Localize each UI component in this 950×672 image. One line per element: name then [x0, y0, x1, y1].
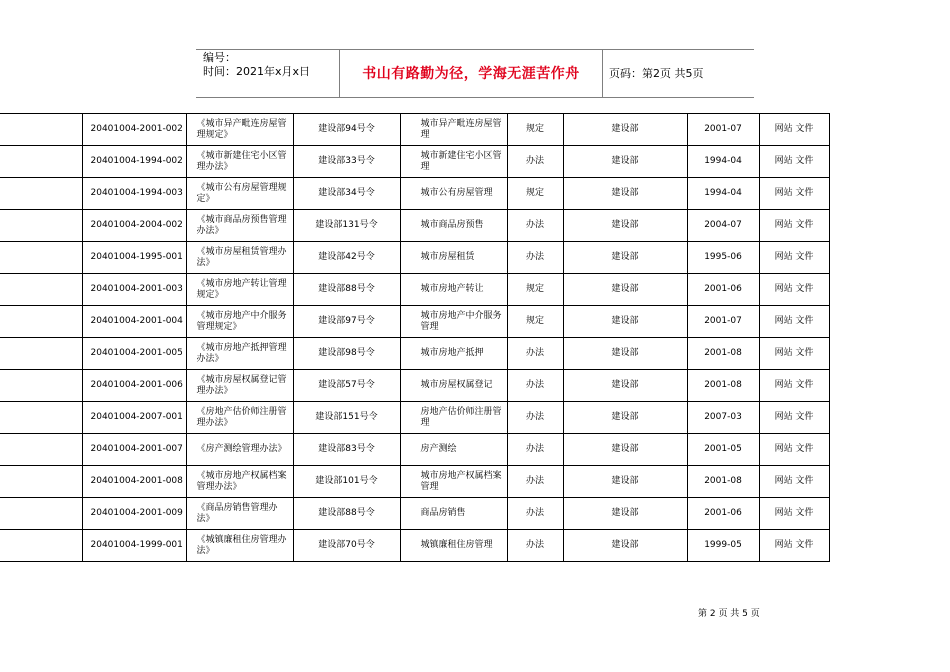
document-number-cell: 建设部94号令	[293, 114, 400, 146]
row-category-cell	[0, 210, 82, 242]
header-time-label: 时间：2021年x月x日	[203, 65, 311, 78]
regulation-subject-cell: 城市房地产权属档案管理	[400, 466, 507, 498]
header-bottom-rule	[196, 97, 754, 98]
source-cell: 网站 文件	[759, 242, 829, 274]
issuer-cell: 建设部	[563, 146, 687, 178]
document-number-cell: 建设部88号令	[293, 274, 400, 306]
issue-date-cell: 1994-04	[687, 146, 759, 178]
regulation-subject-cell: 房地产估价师注册管理	[400, 402, 507, 434]
regulation-title-cell: 《城市房地产抵押管理办法》	[186, 338, 293, 370]
table-row	[0, 242, 829, 274]
row-category-cell	[0, 402, 82, 434]
regulation-type-cell: 办法	[507, 370, 563, 402]
regulation-code-cell: 20401004-2001-005	[82, 338, 186, 370]
row-category-cell	[0, 530, 82, 562]
source-cell: 网站 文件	[759, 338, 829, 370]
regulation-subject-cell: 房产测绘	[400, 434, 507, 466]
regulation-type-cell: 办法	[507, 210, 563, 242]
source-cell: 网站 文件	[759, 306, 829, 338]
header-page-number: 页码：第2页 共5页	[609, 67, 704, 80]
regulation-type-cell: 办法	[507, 530, 563, 562]
regulation-subject-cell: 城市房地产中介服务管理	[400, 306, 507, 338]
header-code-label: 编号：	[203, 51, 236, 64]
regulation-title-cell: 《城市房屋租赁管理办法》	[186, 242, 293, 274]
regulation-subject-cell: 城市商品房预售	[400, 210, 507, 242]
source-cell: 网站 文件	[759, 498, 829, 530]
issuer-cell: 建设部	[563, 498, 687, 530]
regulation-type-cell: 办法	[507, 434, 563, 466]
issue-date-cell: 1995-06	[687, 242, 759, 274]
table-row	[0, 146, 829, 178]
regulation-title-cell: 《城市房地产转让管理规定》	[186, 274, 293, 306]
document-number-cell: 建设部151号令	[293, 402, 400, 434]
issue-date-cell: 2001-06	[687, 498, 759, 530]
regulation-title-cell: 《城镇廉租住房管理办法》	[186, 530, 293, 562]
regulation-code-cell: 20401004-2001-003	[82, 274, 186, 306]
source-cell: 网站 文件	[759, 370, 829, 402]
regulation-subject-cell: 城市房地产抵押	[400, 338, 507, 370]
regulation-subject-cell: 城市新建住宅小区管理	[400, 146, 507, 178]
regulation-type-cell: 办法	[507, 242, 563, 274]
row-category-cell	[0, 114, 82, 146]
regulation-code-cell: 20401004-2007-001	[82, 402, 186, 434]
source-cell: 网站 文件	[759, 530, 829, 562]
issuer-cell: 建设部	[563, 114, 687, 146]
regulation-subject-cell: 城市公有房屋管理	[400, 178, 507, 210]
table-row	[0, 370, 829, 402]
footer-page-number: 第 2 页 共 5 页	[698, 609, 760, 619]
table-row	[0, 178, 829, 210]
issuer-cell: 建设部	[563, 370, 687, 402]
document-number-cell: 建设部98号令	[293, 338, 400, 370]
document-number-cell: 建设部97号令	[293, 306, 400, 338]
row-category-cell	[0, 274, 82, 306]
source-cell: 网站 文件	[759, 178, 829, 210]
regulation-type-cell: 办法	[507, 146, 563, 178]
regulation-subject-cell: 城市房屋权属登记	[400, 370, 507, 402]
document-number-cell: 建设部57号令	[293, 370, 400, 402]
regulation-code-cell: 20401004-2001-008	[82, 466, 186, 498]
regulation-type-cell: 规定	[507, 114, 563, 146]
issue-date-cell: 2001-08	[687, 370, 759, 402]
regulation-code-cell: 20401004-2001-009	[82, 498, 186, 530]
document-number-cell: 建设部101号令	[293, 466, 400, 498]
issuer-cell: 建设部	[563, 210, 687, 242]
regulation-type-cell: 办法	[507, 466, 563, 498]
regulation-table-body	[0, 114, 829, 562]
source-cell: 网站 文件	[759, 274, 829, 306]
issue-date-cell: 2007-03	[687, 402, 759, 434]
regulation-title-cell: 《商品房销售管理办法》	[186, 498, 293, 530]
issuer-cell: 建设部	[563, 434, 687, 466]
header-motto: 书山有路勤为径，学海无涯苦作舟	[362, 66, 580, 82]
row-category-cell	[0, 466, 82, 498]
regulation-code-cell: 20401004-2004-002	[82, 210, 186, 242]
row-category-cell	[0, 306, 82, 338]
row-category-cell	[0, 146, 82, 178]
issue-date-cell: 2001-05	[687, 434, 759, 466]
source-cell: 网站 文件	[759, 146, 829, 178]
regulation-subject-cell: 商品房销售	[400, 498, 507, 530]
regulation-title-cell: 《城市新建住宅小区管理办法》	[186, 146, 293, 178]
regulation-subject-cell: 城市房地产转让	[400, 274, 507, 306]
regulation-code-cell: 20401004-1999-001	[82, 530, 186, 562]
issue-date-cell: 2004-07	[687, 210, 759, 242]
regulation-title-cell: 《城市房地产权属档案管理办法》	[186, 466, 293, 498]
regulation-type-cell: 规定	[507, 274, 563, 306]
regulation-code-cell: 20401004-2001-007	[82, 434, 186, 466]
regulation-title-cell: 《城市异产毗连房屋管理规定》	[186, 114, 293, 146]
source-cell: 网站 文件	[759, 210, 829, 242]
document-number-cell: 建设部34号令	[293, 178, 400, 210]
header-top-rule	[196, 49, 754, 50]
header-meta	[203, 51, 310, 79]
document-number-cell: 建设部131号令	[293, 210, 400, 242]
issuer-cell: 建设部	[563, 530, 687, 562]
document-number-cell: 建设部88号令	[293, 498, 400, 530]
regulation-code-cell: 20401004-1995-001	[82, 242, 186, 274]
regulation-title-cell: 《城市房地产中介服务管理规定》	[186, 306, 293, 338]
issuer-cell: 建设部	[563, 466, 687, 498]
regulation-type-cell: 办法	[507, 402, 563, 434]
issuer-cell: 建设部	[563, 242, 687, 274]
regulation-type-cell: 办法	[507, 498, 563, 530]
table-row	[0, 530, 829, 562]
row-category-cell	[0, 434, 82, 466]
source-cell: 网站 文件	[759, 402, 829, 434]
regulation-title-cell: 《城市商品房预售管理办法》	[186, 210, 293, 242]
regulation-subject-cell: 城市房屋租赁	[400, 242, 507, 274]
header-divider	[602, 49, 603, 97]
document-number-cell: 建设部70号令	[293, 530, 400, 562]
issue-date-cell: 2001-08	[687, 466, 759, 498]
issue-date-cell: 1999-05	[687, 530, 759, 562]
regulation-type-cell: 规定	[507, 178, 563, 210]
regulation-subject-cell: 城市异产毗连房屋管理	[400, 114, 507, 146]
regulation-title-cell: 《房产测绘管理办法》	[186, 434, 293, 466]
document-number-cell: 建设部42号令	[293, 242, 400, 274]
issuer-cell: 建设部	[563, 274, 687, 306]
row-category-cell	[0, 242, 82, 274]
issuer-cell: 建设部	[563, 178, 687, 210]
row-category-cell	[0, 338, 82, 370]
issue-date-cell: 2001-08	[687, 338, 759, 370]
table-row	[0, 434, 829, 466]
table-row	[0, 402, 829, 434]
table-row	[0, 274, 829, 306]
source-cell: 网站 文件	[759, 434, 829, 466]
issue-date-cell: 2001-07	[687, 114, 759, 146]
regulation-table	[0, 113, 830, 562]
regulation-type-cell: 办法	[507, 338, 563, 370]
row-category-cell	[0, 498, 82, 530]
regulation-code-cell: 20401004-2001-006	[82, 370, 186, 402]
regulation-code-cell: 20401004-2001-004	[82, 306, 186, 338]
issuer-cell: 建设部	[563, 306, 687, 338]
table-row	[0, 338, 829, 370]
issue-date-cell: 2001-07	[687, 306, 759, 338]
regulation-title-cell: 《房地产估价师注册管理办法》	[186, 402, 293, 434]
source-cell: 网站 文件	[759, 466, 829, 498]
table-row	[0, 210, 829, 242]
table-row	[0, 114, 829, 146]
issue-date-cell: 2001-06	[687, 274, 759, 306]
table-row	[0, 498, 829, 530]
table-row	[0, 466, 829, 498]
regulation-code-cell: 20401004-1994-002	[82, 146, 186, 178]
row-category-cell	[0, 178, 82, 210]
document-number-cell: 建设部83号令	[293, 434, 400, 466]
row-category-cell	[0, 370, 82, 402]
issue-date-cell: 1994-04	[687, 178, 759, 210]
regulation-type-cell: 规定	[507, 306, 563, 338]
issuer-cell: 建设部	[563, 338, 687, 370]
regulation-code-cell: 20401004-2001-002	[82, 114, 186, 146]
issuer-cell: 建设部	[563, 402, 687, 434]
document-number-cell: 建设部33号令	[293, 146, 400, 178]
regulation-title-cell: 《城市公有房屋管理规定》	[186, 178, 293, 210]
regulation-title-cell: 《城市房屋权属登记管理办法》	[186, 370, 293, 402]
regulation-code-cell: 20401004-1994-003	[82, 178, 186, 210]
table-row	[0, 306, 829, 338]
source-cell: 网站 文件	[759, 114, 829, 146]
regulation-subject-cell: 城镇廉租住房管理	[400, 530, 507, 562]
